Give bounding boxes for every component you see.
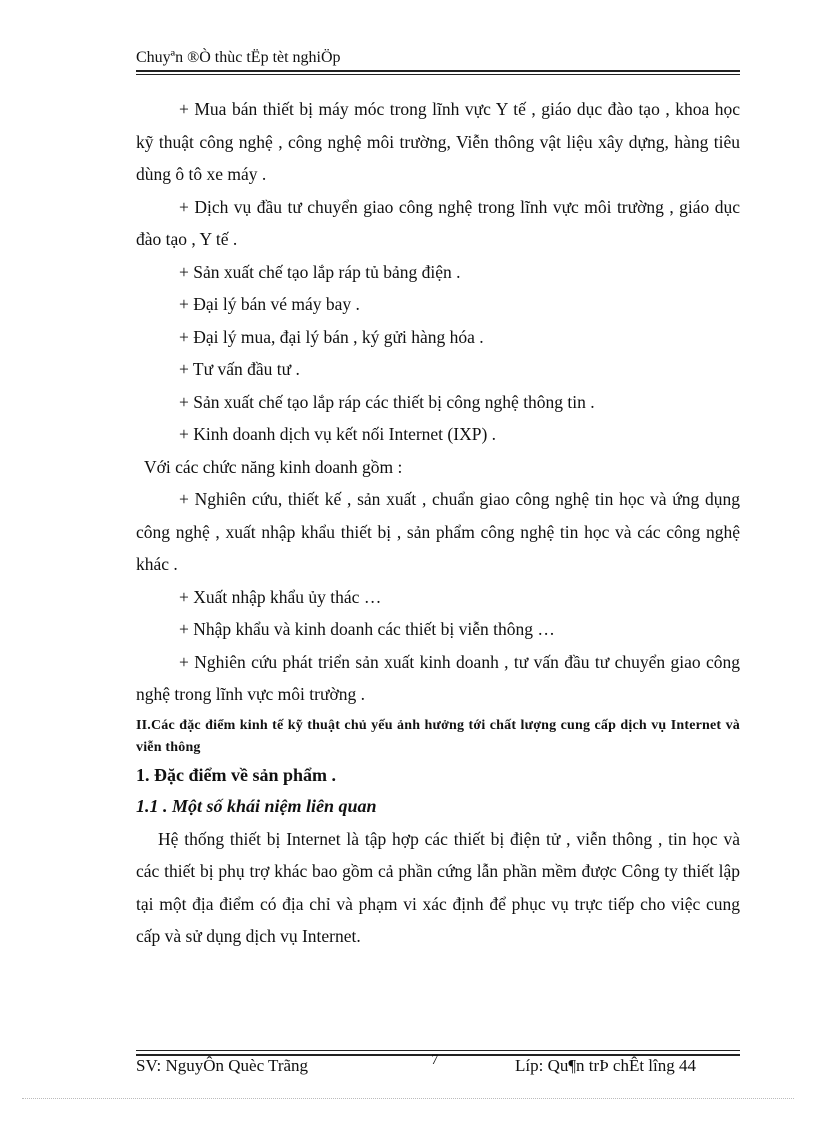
intro-line: Với các chức năng kinh doanh gồm : xyxy=(144,456,403,477)
bullet-paragraph: + Dịch vụ đầu tư chuyển giao công nghệ trong lĩnh vực môi trường , giáo dục đào tạo , Y tế . xyxy=(136,196,740,249)
bullet-paragraph: + Đại lý mua, đại lý bán , ký gửi hàng hóa . xyxy=(179,326,484,347)
bullet-paragraph: + Nghiên cứu, thiết kế , sản xuất , chuẩn giao công nghệ tin học và ứng dụng công nghệ , xuất nhập khẩu thiết bị , sản phẩm công nghệ tin học và các công nghệ khác . xyxy=(136,489,740,574)
bullet-paragraph: + Tư vấn đầu tư . xyxy=(179,359,300,379)
bullet-paragraph: + Kinh doanh dịch vụ kết nối Internet (IXP) . xyxy=(179,424,497,444)
header-divider xyxy=(136,70,740,72)
document-body xyxy=(136,93,740,953)
heading-1: 1. Đặc điểm về sản phẩm . xyxy=(136,764,337,785)
bullet-paragraph: + Xuất nhập khẩu ủy thác … xyxy=(179,586,382,607)
bullet-paragraph: + Sản xuất chế tạo lắp ráp tủ bảng điện . xyxy=(179,261,461,282)
header-divider-thin xyxy=(136,74,740,75)
page-header-title: Chuyªn ®Ò thùc tËp tèt nghiÖp xyxy=(136,49,341,66)
heading-1-1: 1.1 . Một số khái niệm liên quan xyxy=(136,795,377,816)
footer-student-name: SV: NguyÔn Quèc Trãng xyxy=(136,1056,309,1075)
footer-divider-thin xyxy=(136,1050,740,1051)
page-number: 7 xyxy=(431,1052,439,1068)
bullet-paragraph: + Mua bán thiết bị máy móc trong lĩnh vực Y tế , giáo dục đào tạo , khoa học kỹ thuật công nghệ , công nghệ môi trường, Viễn thông vật liệu xây dựng, hàng tiêu dùng ô tô xe máy . xyxy=(136,99,740,184)
bullet-paragraph: + Sản xuất chế tạo lắp ráp các thiết bị công nghệ thông tin . xyxy=(179,391,595,412)
section-heading: II.Các đặc điểm kinh tế kỹ thuật chủ yếu ảnh hưởng tới chất lượng cung cấp dịch vụ Internet và viễn thông xyxy=(136,717,740,755)
body-paragraph: Hệ thống thiết bị Internet là tập hợp các thiết bị điện tử , viễn thông , tin học và các thiết bị phụ trợ khác bao gồm cả phần cứng lẫn phần mềm được Công ty thiết lập tại một địa điểm có địa chỉ và phạm vi xác định để phục vụ trực tiếp cho việc cung cấp và sử dụng dịch vụ Internet. xyxy=(136,828,740,946)
bullet-paragraph: + Nghiên cứu phát triển sản xuất kinh doanh , tư vấn đầu tư chuyển giao công nghệ trong lĩnh vực môi trường . xyxy=(136,651,740,704)
page-edge-dotted-line xyxy=(22,1098,794,1099)
bullet-paragraph: + Đại lý bán vé máy bay . xyxy=(179,294,360,314)
bullet-paragraph: + Nhập khẩu và kinh doanh các thiết bị viễn thông … xyxy=(179,619,555,639)
footer-class: Líp: Qu¶n trÞ chÊt lîng 44 xyxy=(515,1056,696,1075)
